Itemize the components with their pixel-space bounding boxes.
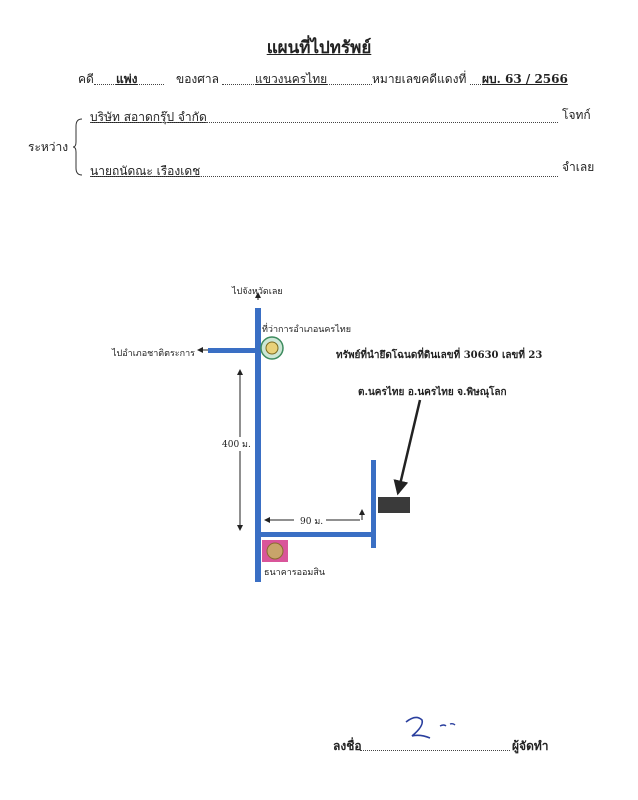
property-building <box>378 497 410 513</box>
to-province-label: ไปจังหวัดเลย <box>232 287 283 297</box>
preparer-role: ผู้จัดทำ <box>512 739 549 753</box>
west-road <box>208 348 260 353</box>
distance-horizontal-label: 90 ม. <box>300 517 324 527</box>
court-name: แขวงนครไทย <box>255 72 328 86</box>
distance-vertical-label: 400 ม. <box>222 437 251 451</box>
signature-dotted-line <box>360 750 510 751</box>
case-label: คดี <box>78 72 94 86</box>
plaintiff-name: บริษัท สอาดกรุ๊ป จำกัด <box>90 110 207 124</box>
defendant-name: นายถนัดณะ เรืองเดช <box>90 164 201 178</box>
property-description-line2: ต.นครไทย อ.นครไทย จ.พิษณุโลก <box>358 387 507 398</box>
red-number-label: หมายเลขคดีแดงที่ <box>372 72 467 86</box>
page-title: แผนที่ไปทรัพย์ <box>266 38 372 58</box>
court-label: ของศาล <box>176 72 219 86</box>
east-road <box>258 532 376 537</box>
property-description-line1: ทรัพย์ที่นำยึดโฉนดที่ดินเลขที่ 30630 เลขที่ 23 <box>336 350 543 361</box>
handwritten-signature-icon <box>400 712 460 748</box>
between-label: ระหว่าง <box>28 140 69 154</box>
property-road <box>371 460 376 548</box>
sign-label: ลงชื่อ <box>333 739 362 753</box>
plaintiff-role: โจทก์ <box>562 108 591 122</box>
district-office-label: ที่ว่าการอำเภอนครไทย <box>262 325 351 335</box>
to-chat-trakan-label: ไปอำเภอชาติตระการ <box>112 349 195 359</box>
bank-label: ธนาคารออมสิน <box>264 568 325 578</box>
defendant-role: จำเลย <box>562 160 595 174</box>
case-type: แพ่ง <box>116 72 138 86</box>
property-pointer-arrow <box>398 400 420 493</box>
red-number: ผบ. 63 / 2566 <box>482 72 568 86</box>
